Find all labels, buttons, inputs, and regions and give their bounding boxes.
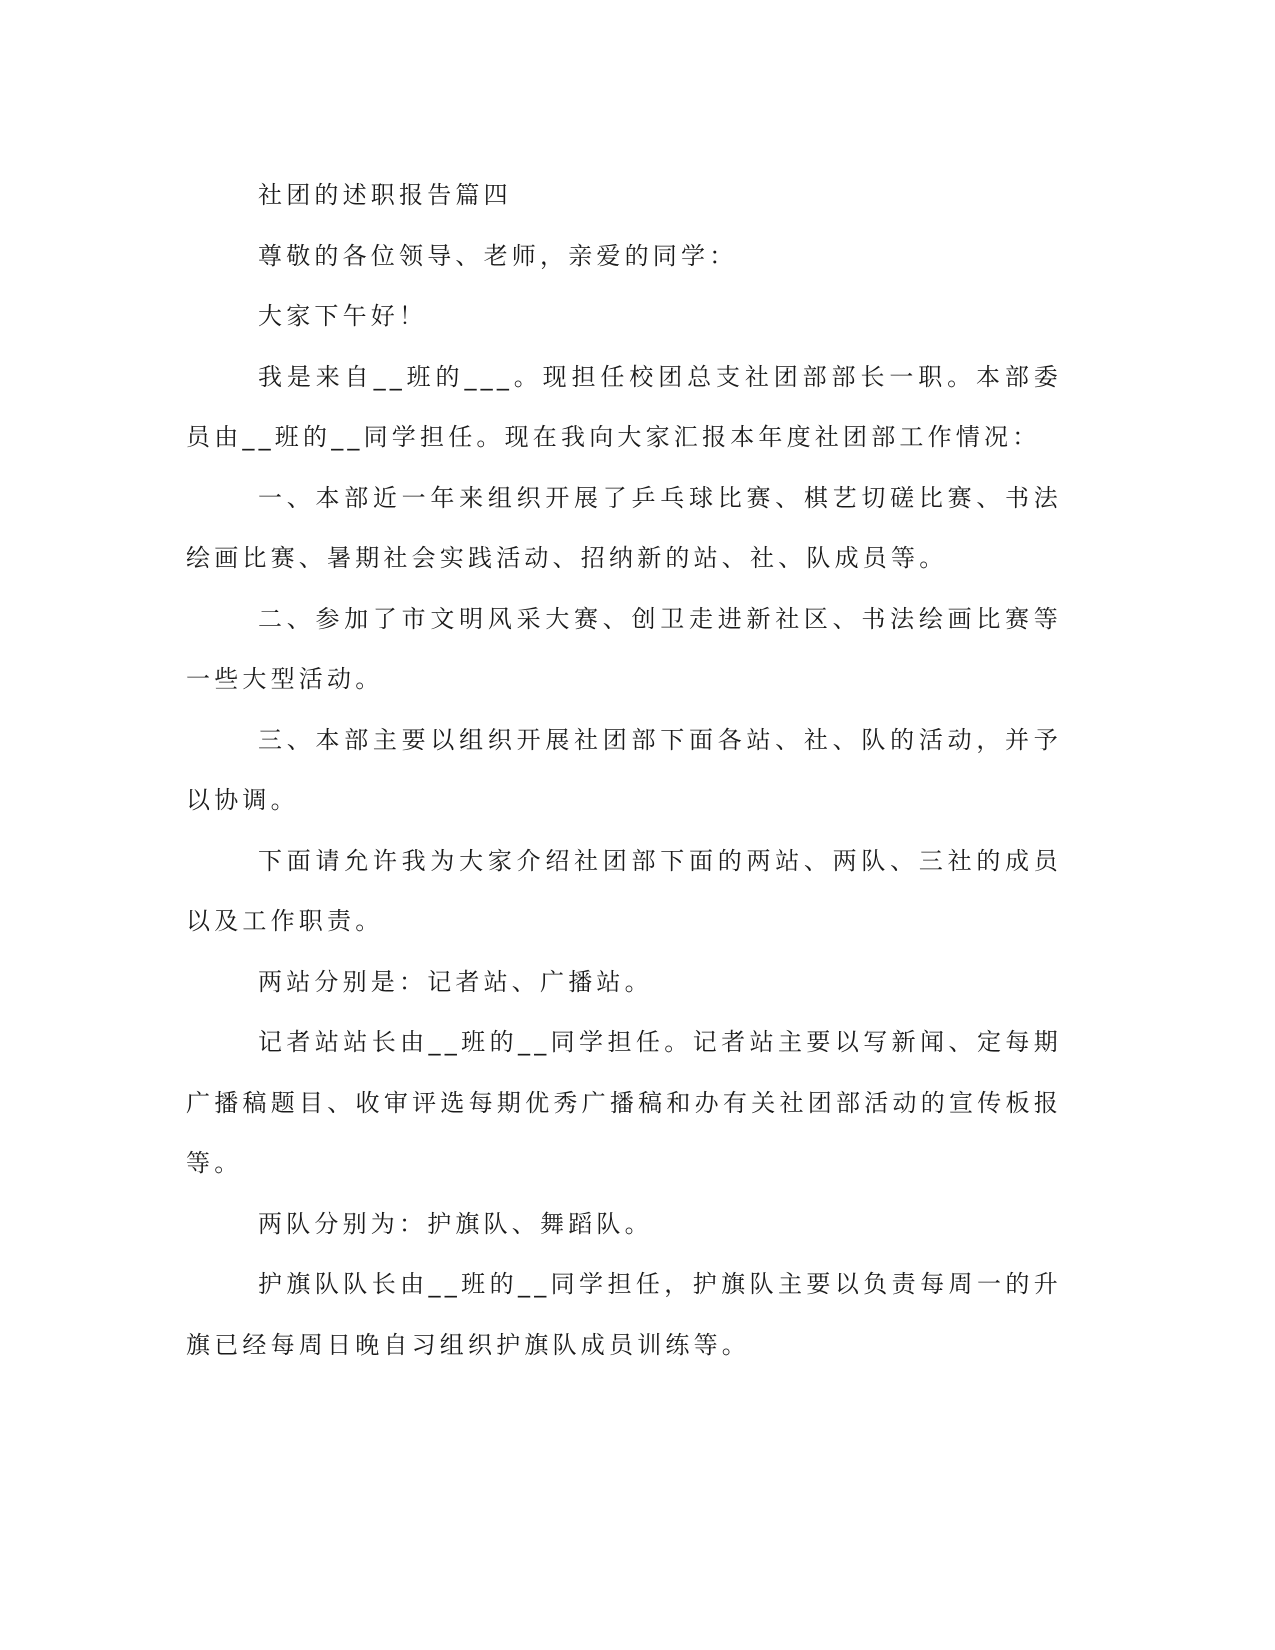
paragraph-item-three: 三、本部主要以组织开展社团部下面各站、社、队的活动，并予以协调。 (186, 725, 1062, 814)
salutation: 尊敬的各位领导、老师，亲爱的同学： (258, 241, 738, 270)
document-title: 社团的述职报告篇四 (258, 181, 512, 209)
greeting: 大家下午好！ (258, 302, 428, 330)
paragraph-item-one: 一、本部近一年来组织开展了乒乓球比赛、棋艺切磋比赛、书法绘画比赛、暑期社会实践活动、招纳新的站、社、队成员等。 (186, 483, 1062, 572)
paragraph-two-stations: 两站分别是：记者站、广播站。 (258, 967, 653, 996)
paragraph-item-two: 二、参加了市文明风采大赛、创卫走进新社区、书法绘画比赛等一些大型活动。 (186, 604, 1062, 693)
paragraph-introduction: 我是来自__班的___。现担任校团总支社团部部长一职。本部委员由__班的__同学担任。现在我向大家汇报本年度社团部工作情况： (186, 362, 1062, 451)
document-body (186, 165, 1062, 1375)
paragraph-reporter-station: 记者站站长由__班的__同学担任。记者站主要以写新闻、定每期广播稿题目、收审评选每期优秀广播稿和办有关社团部活动的宣传板报等。 (186, 1028, 1062, 1177)
paragraph-flag-team: 护旗队队长由__班的__同学担任，护旗队主要以负责每周一的升旗已经每周日晚自习组织护旗队成员训练等。 (186, 1270, 1062, 1359)
paragraph-members-intro: 下面请允许我为大家介绍社团部下面的两站、两队、三社的成员以及工作职责。 (186, 846, 1062, 935)
paragraph-two-teams: 两队分别为：护旗队、舞蹈队。 (258, 1209, 653, 1238)
